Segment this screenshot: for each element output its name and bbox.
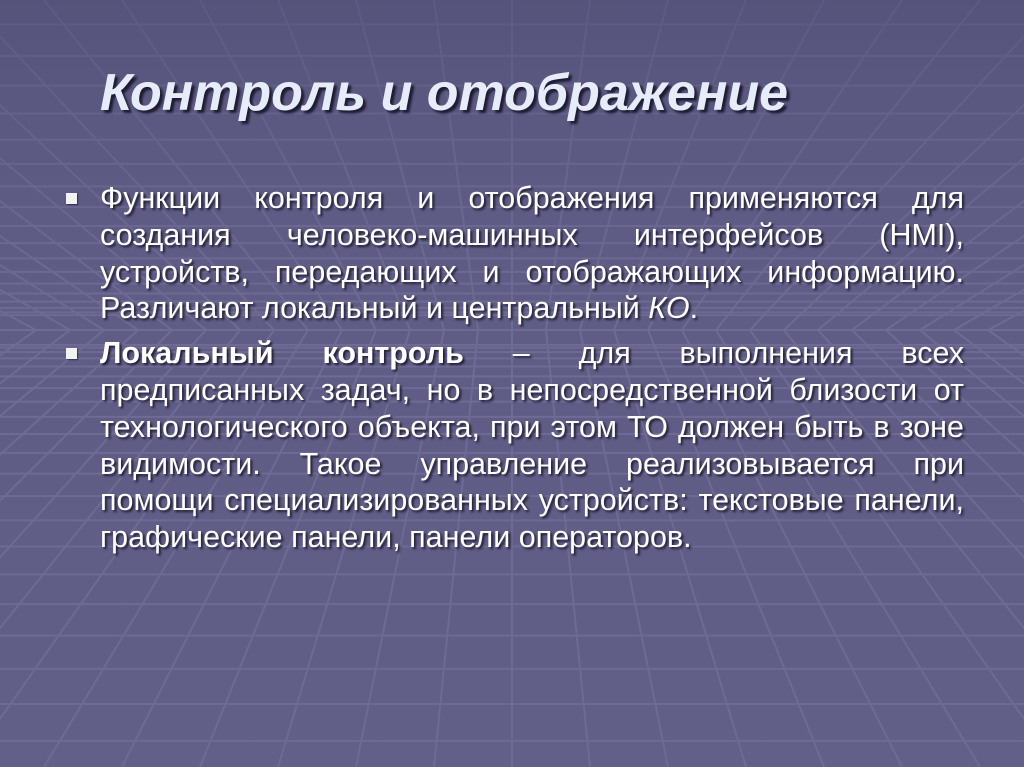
bullet-item (66, 335, 964, 556)
bullet-text-bold: Локальный контроль (100, 336, 464, 371)
bullet-text-main: Функции контроля и отображения применяются для создания человеко-машинных интерфейсов (HMI), устройств, передающих и отображающих информацию. Различают локальный и центральный (100, 181, 964, 326)
square-bullet-icon (66, 348, 77, 359)
square-bullet-icon (66, 193, 77, 204)
slide-title: Контроль и отображение (100, 64, 789, 122)
bullet-text-end: . (689, 291, 699, 326)
bullet-item (66, 180, 964, 327)
bullet-text-rest: – для выполнения всех предписанных задач, но в непосредственной близости от технологического объекта, при этом ТО должен быть в зоне видимости. Такое управление реализовывается при помощи специализированных устройств: текстовые панели, графические панели, панели операторов. (100, 336, 964, 555)
bullet-list (66, 180, 964, 564)
bullet-text (100, 180, 964, 327)
bullet-text-italic: КО (648, 291, 690, 326)
bullet-text (100, 335, 964, 556)
